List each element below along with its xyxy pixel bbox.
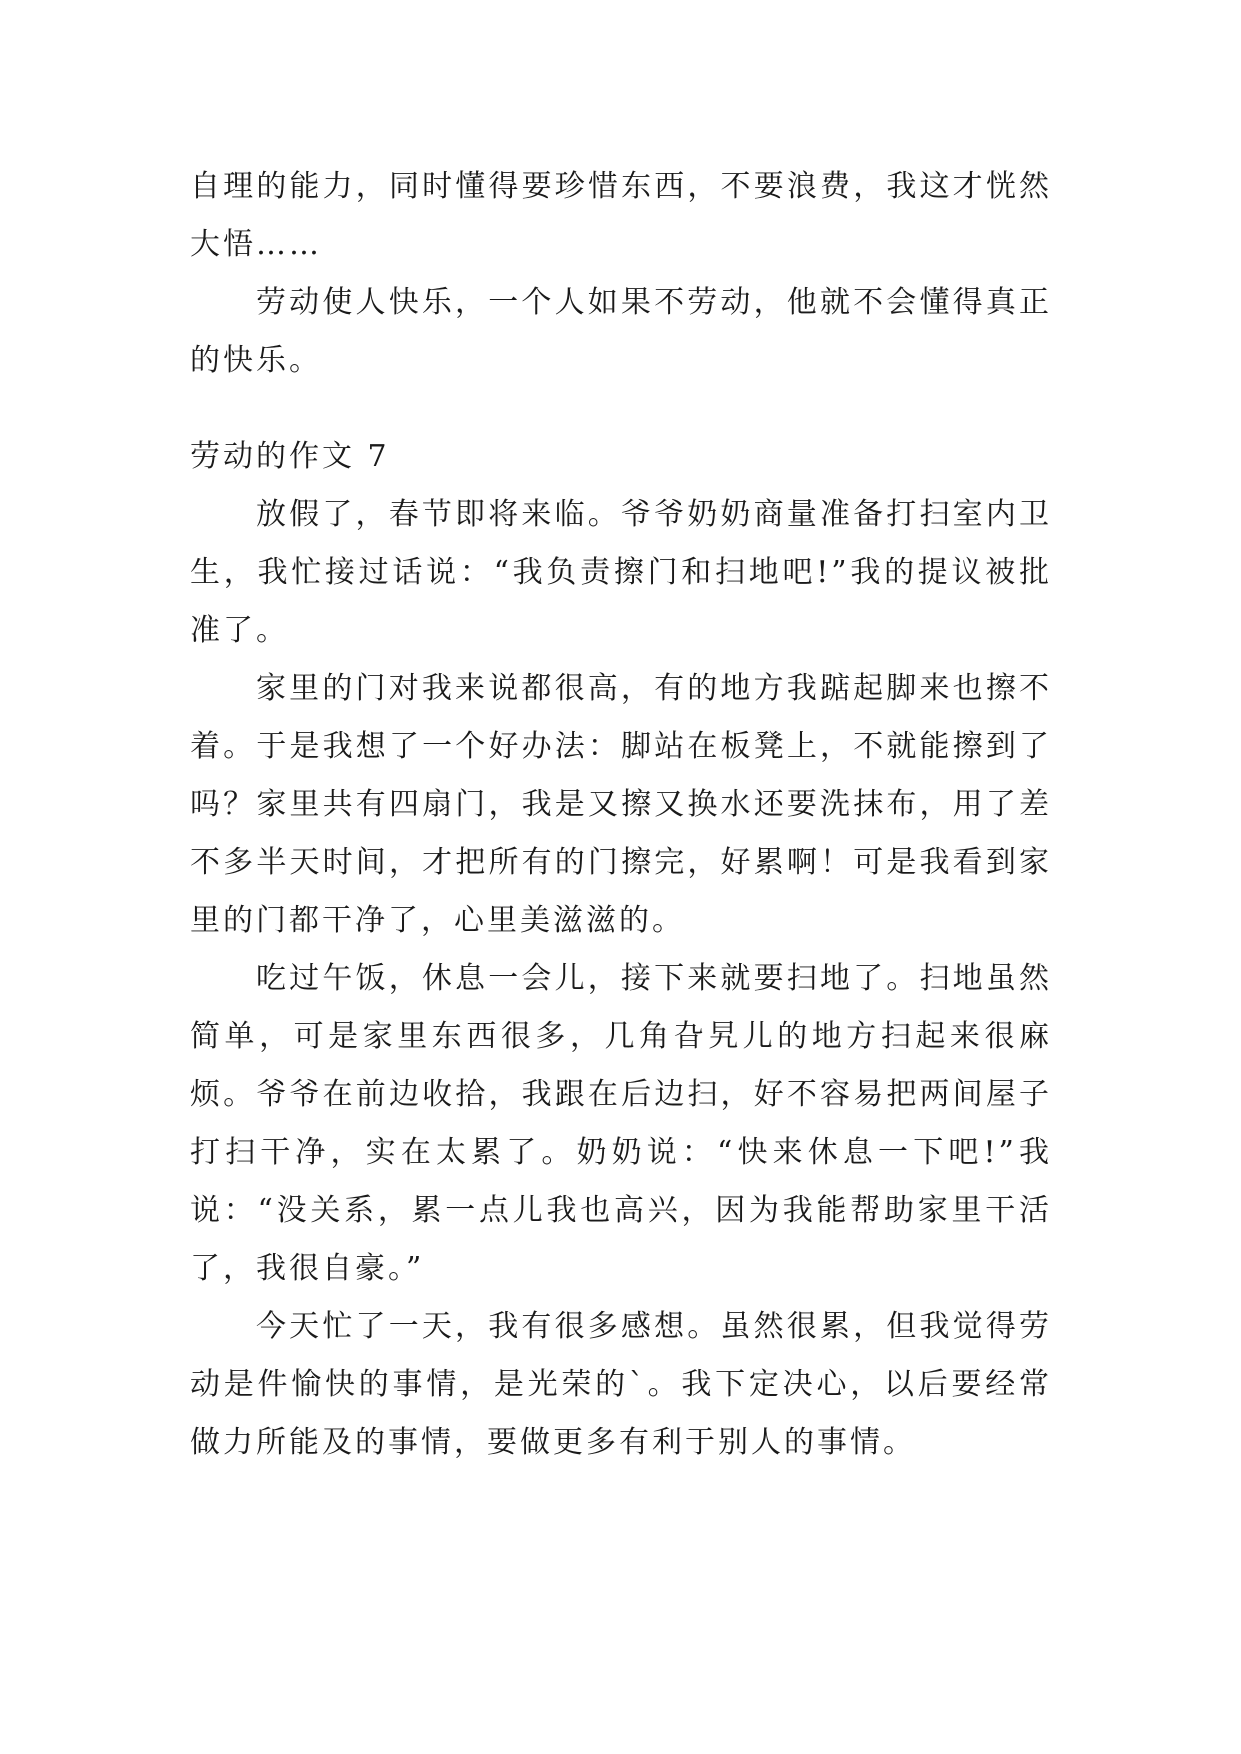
continuation-paragraph: 自理的能力，同时懂得要珍惜东西，不要浪费，我这才恍然大悟…… (190, 169, 1052, 262)
essay-paragraph: 吃过午饭，休息一会儿，接下来就要扫地了。扫地虽然简单，可是家里东西很多，几角旮旯儿的地方扫起来很麻烦。爷爷在前边收拾，我跟在后边扫，好不容易把两间屋子打扫干净，实在太累了。奶奶说：“快来休息一下吧!”我说：“没关系，累一点儿我也高兴，因为我能帮助家里干活了，我很自豪。” (190, 961, 1052, 1286)
essay-paragraph: 放假了，春节即将来临。爷爷奶奶商量准备打扫室内卫生，我忙接过话说：“我负责擦门和扫地吧!”我的提议被批准了。 (190, 497, 1052, 648)
section-title: 劳动的作文 7 (190, 439, 390, 474)
essay-paragraph: 家里的门对我来说都很高，有的地方我踮起脚来也擦不着。于是我想了一个好办法：脚站在板凳上，不就能擦到了吗？家里共有四扇门，我是又擦又换水还要洗抹布，用了差不多半天时间，才把所有的门擦完，好累啊！可是我看到家里的门都干净了，心里美滋滋的。 (190, 671, 1052, 938)
essay-paragraph: 今天忙了一天，我有很多感想。虽然很累，但我觉得劳动是件愉快的事情，是光荣的`。我下定决心，以后要经常做力所能及的事情，要做更多有利于别人的事情。 (190, 1309, 1052, 1460)
closing-paragraph: 劳动使人快乐，一个人如果不劳动，他就不会懂得真正的快乐。 (190, 285, 1052, 378)
